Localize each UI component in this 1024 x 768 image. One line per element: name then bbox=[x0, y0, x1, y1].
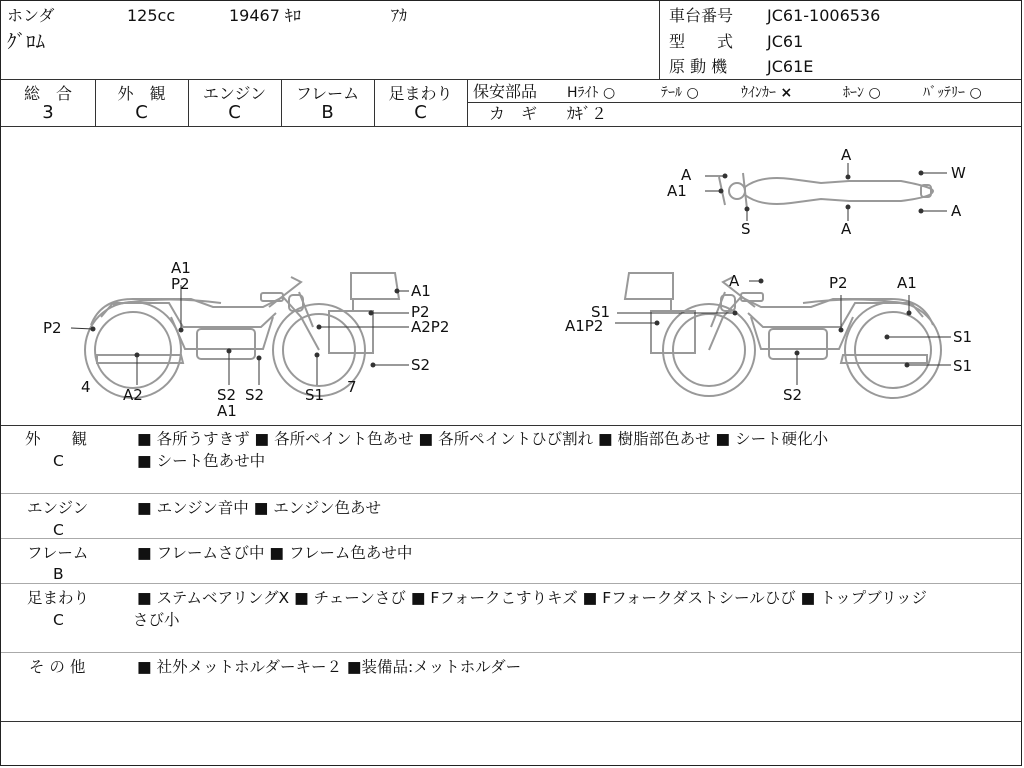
label: A1 bbox=[217, 402, 237, 420]
label: W bbox=[951, 164, 966, 182]
note-line: さび小 bbox=[133, 611, 180, 629]
label: A bbox=[729, 272, 740, 290]
grade-exterior: C bbox=[135, 102, 148, 123]
key-value: ｶｷﾞ２ bbox=[567, 104, 608, 123]
safety-row-divider bbox=[467, 102, 1021, 103]
rule bbox=[1, 721, 1021, 722]
key-label: カ ギ bbox=[489, 104, 538, 123]
label: A1 bbox=[667, 182, 687, 200]
label: S1 bbox=[305, 386, 325, 404]
label: 7 bbox=[347, 378, 357, 396]
note-title-frame: フレーム bbox=[27, 544, 89, 562]
safety-mark: ○ bbox=[969, 85, 982, 101]
divider bbox=[1, 652, 1021, 653]
label: A1P2 bbox=[565, 317, 604, 335]
grade-header-exterior: 外 観 bbox=[117, 84, 166, 103]
label: S2 bbox=[245, 386, 265, 404]
note-line: ■ フレームさび中 ■ フレーム色あせ中 bbox=[137, 544, 413, 562]
note-line: ■ エンジン音中 ■ エンジン色あせ bbox=[137, 499, 382, 517]
label: A bbox=[841, 220, 852, 238]
engine-label: 原 動 機 bbox=[669, 57, 728, 76]
label: A bbox=[681, 166, 692, 184]
grade-suspension: C bbox=[414, 102, 427, 123]
mileage: 19467 ｷﾛ bbox=[229, 6, 301, 25]
safety-mark: ○ bbox=[868, 85, 881, 101]
label: S1 bbox=[591, 303, 611, 321]
safety-item-label: Hﾗｲﾄ bbox=[567, 85, 599, 101]
note-grade-exterior: C bbox=[53, 452, 64, 470]
safety-item-winker bbox=[741, 82, 792, 102]
label: A bbox=[951, 202, 962, 220]
grade-header-overall: 総 合 bbox=[23, 84, 72, 103]
label: A2 bbox=[123, 386, 143, 404]
safety-item-battery bbox=[923, 82, 982, 102]
rule bbox=[1, 425, 1021, 426]
model-name: ｸﾞﾛﾑ bbox=[7, 31, 46, 53]
maker: ホンダ bbox=[7, 6, 55, 25]
grade-frame: B bbox=[321, 102, 334, 123]
safety-item-label: ﾊﾞｯﾃﾘｰ bbox=[923, 85, 965, 101]
safety-item-label: ﾎｰﾝ bbox=[843, 85, 864, 101]
type-label: 型 式 bbox=[669, 32, 734, 51]
note-grade-suspension: C bbox=[53, 611, 64, 629]
label: S1 bbox=[953, 357, 973, 375]
header-divider bbox=[659, 1, 660, 79]
leader-lines bbox=[71, 163, 951, 385]
label: S1 bbox=[953, 328, 973, 346]
engine-value: JC61E bbox=[767, 57, 814, 76]
note-line: ■ 各所うすきず ■ 各所ペイント色あせ ■ 各所ペイントひび割れ ■ 樹脂部色あせ ■ シート硬化小 bbox=[137, 430, 829, 448]
safety-mark: ○ bbox=[602, 85, 616, 101]
diagram-markers bbox=[91, 171, 924, 368]
safety-item-label: ﾃｰﾙ bbox=[661, 85, 682, 101]
label: A1 bbox=[411, 282, 431, 300]
divider bbox=[1, 583, 1021, 584]
label: A bbox=[841, 146, 852, 164]
grade-header-frame: フレーム bbox=[295, 84, 360, 103]
grade-overall: 3 bbox=[42, 102, 54, 123]
safety-item-label: ｳｲﾝｶｰ bbox=[741, 85, 776, 101]
note-grade-engine: C bbox=[53, 521, 64, 539]
label: P2 bbox=[171, 275, 190, 293]
safety-mark: × bbox=[780, 85, 793, 101]
label: S2 bbox=[783, 386, 803, 404]
safety-item-tail bbox=[661, 82, 699, 102]
label: 4 bbox=[81, 378, 91, 396]
divider bbox=[1, 493, 1021, 494]
damage-diagram bbox=[1, 127, 1023, 425]
rule bbox=[1, 79, 1021, 80]
frame-no: JC61-1006536 bbox=[767, 6, 881, 25]
label: P2 bbox=[829, 274, 848, 292]
displacement: 125cc bbox=[127, 6, 176, 25]
note-title-exterior: 外 観 bbox=[25, 430, 88, 448]
safety-item-headlight bbox=[567, 82, 615, 102]
safety-item-horn bbox=[843, 82, 881, 102]
divider bbox=[1, 538, 1021, 539]
label: S2 bbox=[411, 356, 431, 374]
note-grade-frame: B bbox=[53, 565, 64, 583]
label: S2 bbox=[217, 386, 237, 404]
grade-header-engine: エンジン bbox=[202, 84, 267, 103]
bike-right-outline bbox=[625, 273, 941, 398]
diagram-labels bbox=[43, 146, 972, 420]
type-value: JC61 bbox=[767, 32, 804, 51]
grade-header-suspension: 足まわり bbox=[388, 84, 453, 103]
note-title-engine: エンジン bbox=[27, 499, 89, 517]
grade-engine: C bbox=[228, 102, 241, 123]
label: P2 bbox=[43, 319, 62, 337]
label: P2 bbox=[411, 303, 430, 321]
label: A2P2 bbox=[411, 318, 450, 336]
safety-title: 保安部品 bbox=[473, 82, 538, 101]
safety-mark: ○ bbox=[686, 85, 699, 101]
color: ｱｶ bbox=[391, 6, 408, 25]
bike-top-outline bbox=[719, 173, 933, 209]
frame-no-label: 車台番号 bbox=[669, 6, 734, 25]
label: A1 bbox=[171, 259, 191, 277]
label: A1 bbox=[897, 274, 917, 292]
note-title-other: そ の 他 bbox=[29, 658, 86, 676]
note-line: ■ ステムベアリングX ■ チェーンさび ■ Fフォークこすりキズ ■ Fフォークダストシールひび ■ トップブリッジ bbox=[137, 589, 928, 607]
note-line: ■ 社外メットホルダーキー２ ■装備品:メットホルダー bbox=[137, 658, 522, 676]
note-line: ■ シート色あせ中 bbox=[137, 452, 266, 470]
note-title-suspension: 足まわり bbox=[27, 589, 90, 607]
label: S bbox=[741, 220, 751, 238]
